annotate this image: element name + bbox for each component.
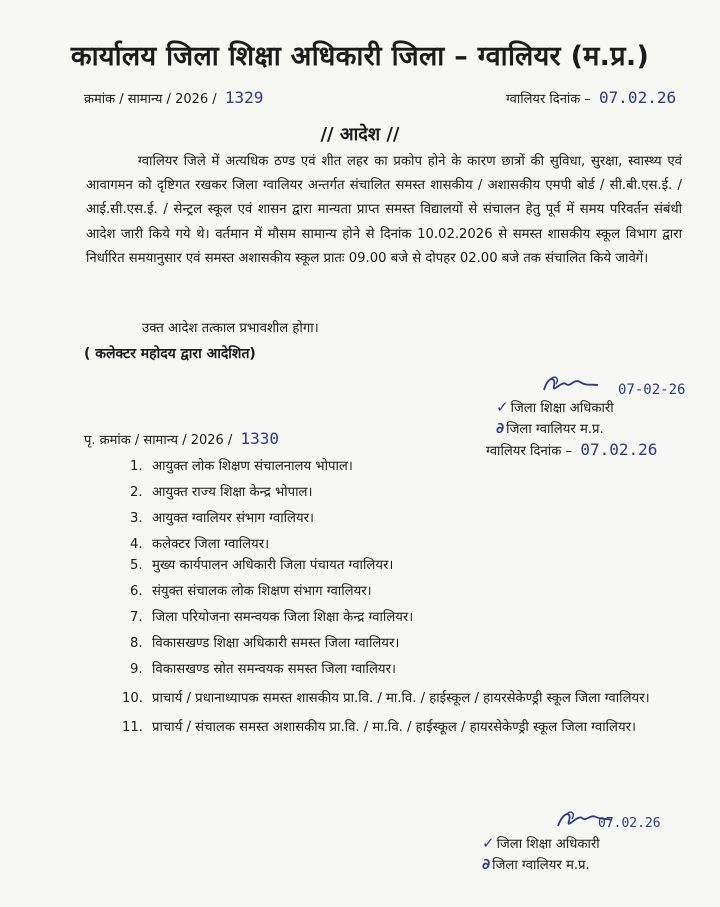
signatory-designation: ✓ जिला शिक्षा अधिकारी [496,398,614,416]
list-item-number: 4. [130,537,143,552]
list-item-text: मुख्य कार्यपालन अधिकारी जिला पंचायत ग्वालियर। [152,558,394,573]
handwritten-date: 07.02.26 [599,88,677,107]
copy-reference-number [84,429,279,448]
recipient-list [108,456,668,738]
order-heading: // आदेश // [320,124,400,145]
initial-mark-icon: ✓ [482,834,495,852]
list-item-text: प्राचार्य / संचालक समस्त अशासकीय प्रा.वि. / मा.वि. / हाईस्कूल / हायरसेकेण्ड्री स्कूल जिला ग्वालियर। [152,720,637,735]
signature-handwritten-date: 07.02.26 [598,816,661,831]
list-item-number: 11. [122,720,143,735]
list-item [108,581,668,602]
list-item [108,688,668,709]
initial-mark-icon: ∂ [482,855,491,873]
signatory-location: ∂ जिला ग्वालियर म.प्र. [482,855,590,873]
reference-number [84,88,263,107]
list-item-text: प्राचार्य / प्रधानाध्यापक समस्त शासकीय प्रा.वि. / मा.वि. / हाईस्कूल / हायरसेकेण्ड्री स्कूल जिला ग्वालियर। [152,691,650,706]
list-item-number: 6. [130,584,143,599]
list-item-text: आयुक्त ग्वालियर संभाग ग्वालियर। [152,511,315,526]
list-item-text: कलेक्टर जिला ग्वालियर। [152,537,270,552]
order-body: ग्वालियर जिले में अत्यधिक ठण्ड एवं शीत लहर का प्रकोप होने के कारण छात्रों की सुविधा, सुरक्षा, स्वास्थ्य एवं आवागमन को दृष्टिगत रखकर जिला ग्वालियर अन्तर्गत संचालित समस्त शासकीय / अशासकीय एमपी बोर्ड / सी.बी.एस.ई. / आई.सी.एस.ई. / सेन्ट्रल स्कूल एवं शासन द्वारा मान्यता प्राप्त समस्त विद्यालयों से संचालन हेतु पूर्व में समय परिवर्तन संबंधी आदेश जारी किये गये थे। वर्तमान में मौसम सामान्य होने से दिनांक 10.02.2026 से समस्त शासकीय स्कूल विभाग द्वारा निर्धारित समयानुसार एवं समस्त अशासकीय स्कूल प्रातः 09.00 बजे से दोपहर 02.00 बजे तक संचालित किये जावेगें। [86,154,682,266]
list-item-number: 5. [130,558,143,573]
list-item [108,534,668,555]
list-item [108,555,668,576]
list-item [108,456,668,477]
signature-scribble-icon [540,372,600,398]
issued-by-collector: ( कलेक्टर महोदय द्वारा आदेशित) [84,346,256,362]
initial-mark-icon: ∂ [496,419,505,437]
list-item-text: आयुक्त लोक शिक्षण संचालनालय भोपाल। [152,459,353,474]
copy-reference-printed: पृ. क्रमांक / सामान्य / 2026 / [84,433,233,448]
list-item-text: आयुक्त राज्य शिक्षा केन्द्र भोपाल। [152,485,313,500]
signatory-place-date: ग्वालियर दिनांक – 07.02.26 [486,440,658,459]
list-item-number: 2. [130,485,143,500]
signature-handwritten-date: 07-02-26 [618,382,686,398]
office-title: कार्यालय जिला शिक्षा अधिकारी जिला – ग्वालियर (म.प्र.) [70,41,650,72]
reference-handwritten-number: 1329 [224,88,264,107]
list-item-number: 1. [130,459,143,474]
list-item-text: संयुक्त संचालक लोक शिक्षण संभाग ग्वालियर। [152,584,372,599]
place-date-label: ग्वालियर दिनांक – [506,92,591,107]
initial-mark-icon: ✓ [496,398,509,416]
order-effect-statement: उक्त आदेश तत्काल प्रभावशील होगा। [142,321,319,336]
list-item [108,717,668,738]
signatory-designation: ✓ जिला शिक्षा अधिकारी [482,834,600,852]
list-item [108,508,668,529]
list-item [108,607,668,628]
list-item [108,482,668,503]
list-item-number: 10. [122,691,143,706]
list-item [108,659,668,680]
reference-printed: क्रमांक / सामान्य / 2026 / [84,92,217,107]
list-item-text: जिला परियोजना समन्वयक जिला शिक्षा केन्द्र ग्वालियर। [152,610,414,625]
list-item-number: 7. [130,610,143,625]
list-item-text: विकासखण्ड स्रोत समन्वयक समस्त जिला ग्वालियर। [152,662,396,677]
list-item [108,633,668,654]
list-item-text: विकासखण्ड शिक्षा अधिकारी समस्त जिला ग्वालियर। [152,636,400,651]
handwritten-date: 07.02.26 [580,440,658,459]
copy-reference-handwritten-number: 1330 [240,429,279,448]
place-date [506,88,676,107]
list-item-number: 3. [130,511,143,526]
list-item-number: 9. [130,662,143,677]
list-item-number: 8. [130,636,143,651]
signatory-location: ∂ जिला ग्वालियर म.प्र. [496,419,604,437]
